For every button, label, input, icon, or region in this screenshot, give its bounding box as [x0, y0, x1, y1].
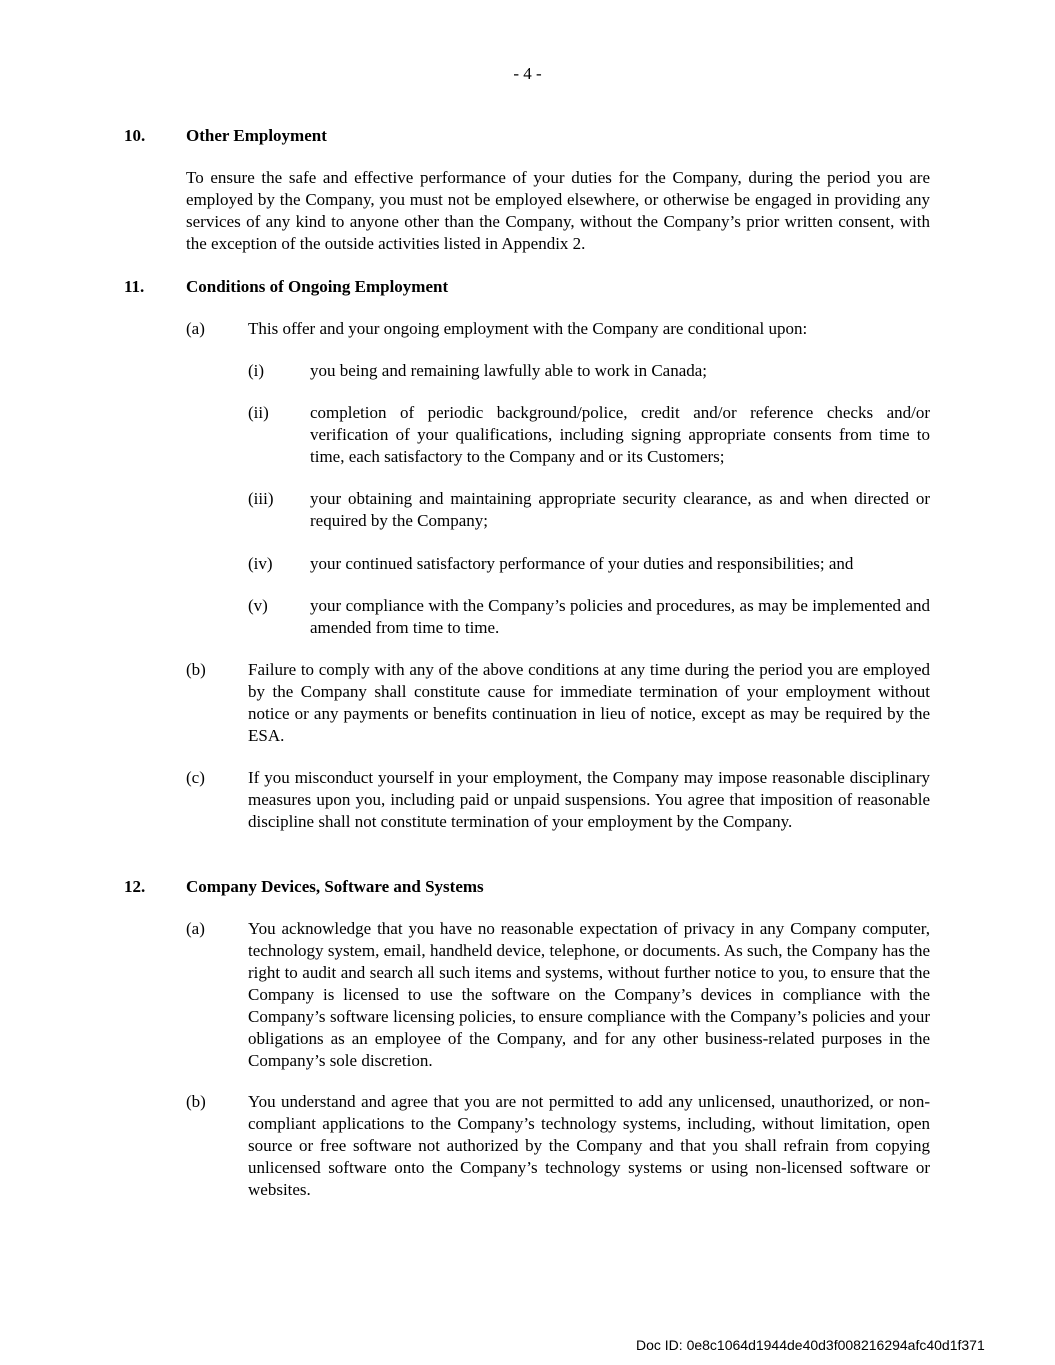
item-label: (b): [186, 660, 206, 679]
subitem-label: (i): [248, 361, 265, 380]
clause-11a-iii: your obtaining and maintaining appropriate security clearance, as and when directed or required by the Company;: [310, 489, 930, 530]
clause-11a-v: your compliance with the Company’s policies and procedures, as may be implemented and amended from time to time.: [310, 596, 930, 637]
subitem-label: (ii): [248, 403, 269, 422]
item-label: (c): [186, 768, 205, 787]
section-number: 12.: [124, 877, 146, 896]
clause-12a: You acknowledge that you have no reasonable expectation of privacy in any Company computer, technology system, email, handheld device, telephone, or documents. As such, the Company has the right to audit and search all such items and systems, without further notice to you, to ensure that the Company is licensed to use the software on the Company’s devices in compliance with the Company’s software licensing policies, to ensure compliance with the Company’s policies and your obligations as an employee of the Company, and for any other business-related purposes in the Company’s sole discretion.: [248, 919, 930, 1070]
clause-11a-ii: completion of periodic background/police, credit and/or reference checks and/or verification of your qualifications, including signing appropriate consents from time to time, each satisfactory to the Company and or its Customers;: [310, 403, 930, 466]
section-number: 11.: [124, 277, 145, 296]
section-10-body: To ensure the safe and effective performance of your duties for the Company, during the period you are employed by the Company, you must not be employed elsewhere, or otherwise be engaged in providing any services of any kind to anyone other than the Company, without the Company’s prior written consent, with the exception of the outside activities listed in Appendix 2.: [186, 168, 930, 253]
clause-11a-i: you being and remaining lawfully able to work in Canada;: [310, 361, 708, 380]
item-label: (a): [186, 319, 205, 338]
section-title: Conditions of Ongoing Employment: [186, 277, 449, 296]
section-title: Other Employment: [186, 126, 327, 145]
item-label: (a): [186, 919, 205, 938]
subitem-label: (iv): [248, 554, 273, 573]
item-label: (b): [186, 1092, 206, 1111]
section-title: Company Devices, Software and Systems: [186, 877, 484, 896]
clause-12b: You understand and agree that you are not permitted to add any unlicensed, unauthorized, or non-compliant applications to the Company’s technology systems, including, without limitation, open source or free software not authorized by the Company and that you shall refrain from copying unlicensed software onto the Company’s technology systems or using non-licensed software or websites.: [248, 1092, 930, 1199]
subitem-label: (iii): [248, 489, 274, 508]
subitem-label: (v): [248, 596, 268, 615]
clause-11b: Failure to comply with any of the above conditions at any time during the period you are employed by the Company shall constitute cause for immediate termination of your employment without notice or any payments or benefits continuation in lieu of notice, except as may be required by the ESA.: [248, 660, 930, 745]
section-number: 10.: [124, 126, 146, 145]
clause-11a-iv: your continued satisfactory performance of your duties and responsibilities; and: [310, 554, 854, 573]
clause-11a: This offer and your ongoing employment with the Company are conditional upon:: [248, 319, 808, 338]
doc-id: Doc ID: 0e8c1064d1944de40d3f008216294afc40d1f371: [636, 1337, 985, 1353]
clause-11c: If you misconduct yourself in your employment, the Company may impose reasonable disciplinary measures upon you, including paid or unpaid suspensions. You agree that imposition of reasonable discipline shall not constitute termination of your employment by the Company.: [248, 768, 930, 831]
page-number: - 4 -: [513, 64, 542, 83]
